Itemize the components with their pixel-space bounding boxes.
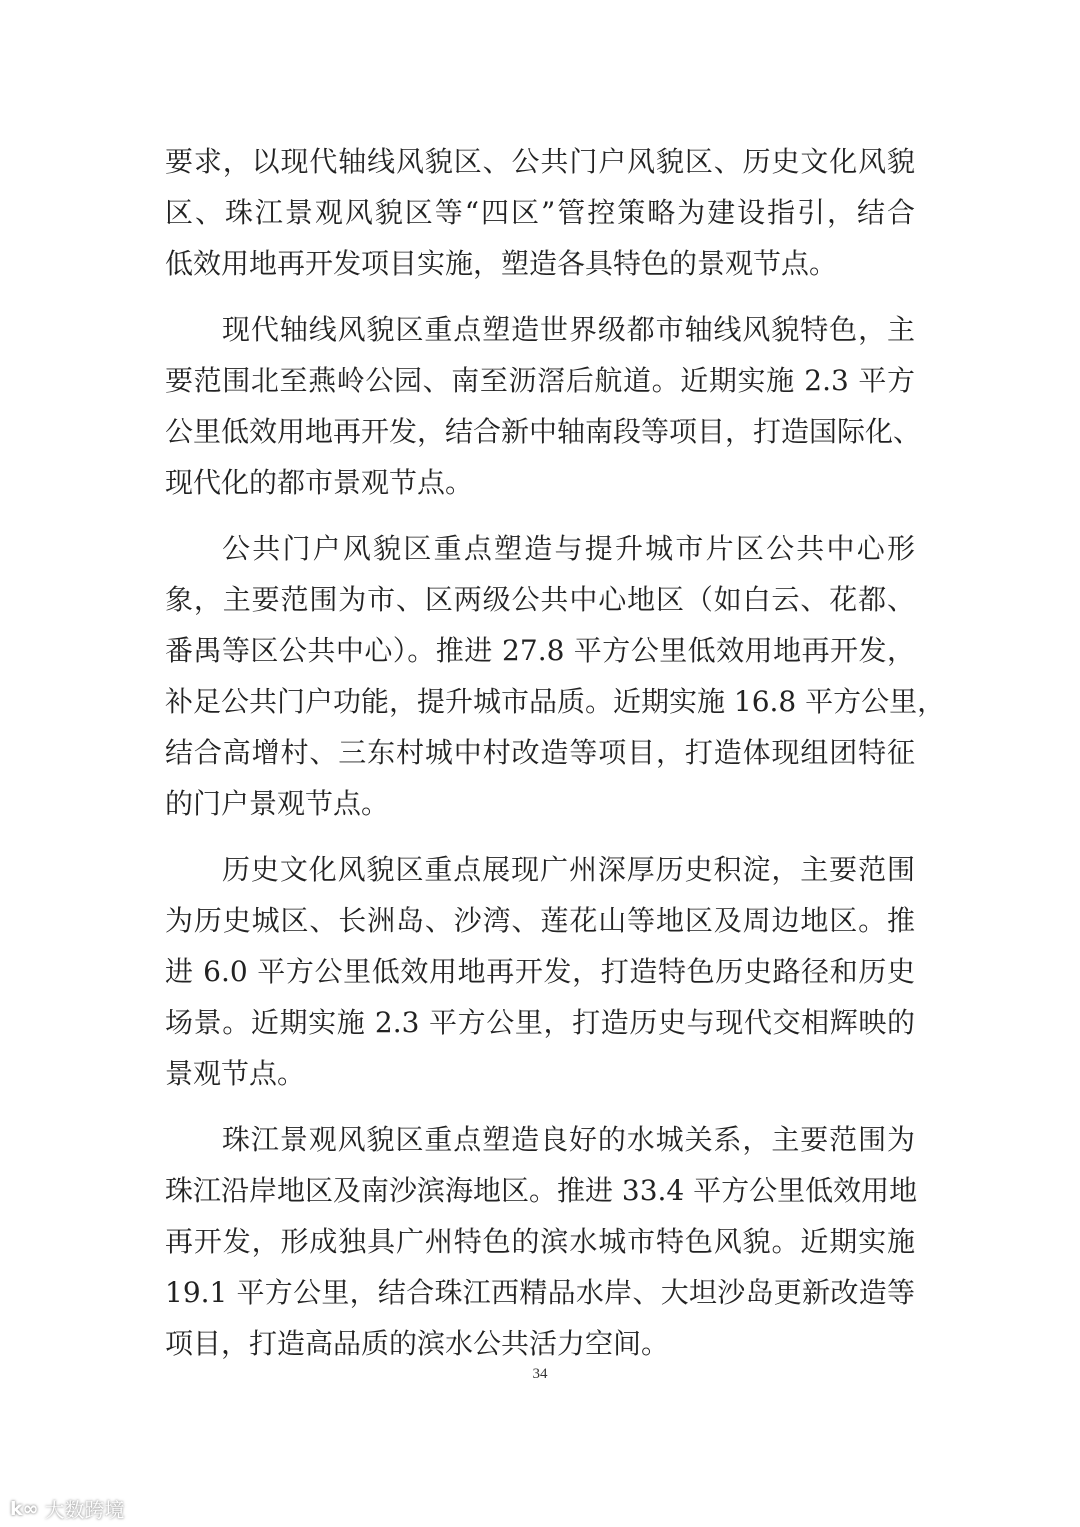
text-line: 象，主要范围为市、区两级公共中心地区（如白云、花都、 — [165, 583, 915, 616]
text-line: 结合高增村、三东村城中村改造等项目，打造体现组团特征 — [165, 736, 915, 769]
text-line: 为历史城区、长洲岛、沙湾、莲花山等地区及周边地区。推 — [165, 904, 915, 937]
watermark — [10, 1494, 124, 1523]
paragraph — [165, 304, 922, 508]
text-line: 公共门户风貌区重点塑造与提升城市片区公共中心形 — [222, 532, 915, 565]
text-line: 项目，打造高品质的滨水公共活力空间。 — [165, 1327, 670, 1360]
paragraph — [165, 136, 915, 289]
text-line: 的门户景观节点。 — [165, 787, 390, 820]
watermark-text: 大数跨境 — [44, 1498, 125, 1522]
text-line: 要求，以现代轴线风貌区、公共门户风貌区、历史文化风貌 — [165, 145, 915, 178]
text-line: 低效用地再开发项目实施，塑造各具特色的景观节点。 — [165, 247, 838, 280]
text-line: 区、珠江景观风貌区等“四区”管控策略为建设指引，结合 — [165, 196, 915, 229]
paragraph — [165, 523, 946, 829]
text-line: 珠江景观风貌区重点塑造良好的水城关系，主要范围为 — [222, 1123, 915, 1156]
text-line: 公里低效用地再开发，结合新中轴南段等项目，打造国际化、 — [165, 415, 922, 448]
text-line: 19.1 平方公里，结合珠江西精品水岸、大坦沙岛更新改造等 — [165, 1276, 915, 1309]
text-line: 补足公共门户功能，提升城市品质。近期实施 16.8 平方公里， — [165, 685, 946, 718]
paragraph — [165, 844, 915, 1099]
text-line: 番禺等区公共中心）。推进 27.8 平方公里低效用地再开发， — [165, 634, 915, 667]
text-line: 历史文化风貌区重点展现广州深厚历史积淀，主要范围 — [222, 853, 915, 886]
text-line: 现代轴线风貌区重点塑造世界级都市轴线风貌特色，主 — [222, 313, 915, 346]
page-number: 34 — [532, 1366, 548, 1382]
text-line: 现代化的都市景观节点。 — [165, 466, 474, 499]
paragraph — [165, 1114, 918, 1369]
text-line: 景观节点。 — [165, 1057, 306, 1090]
watermark-logo-icon: k∞ — [10, 1497, 39, 1520]
text-line: 进 6.0 平方公里低效用地再开发，打造特色历史路径和历史 — [165, 955, 915, 988]
text-line: 再开发，形成独具广州特色的滨水城市特色风貌。近期实施 — [165, 1225, 915, 1258]
text-line: 要范围北至燕岭公园、南至沥滘后航道。近期实施 2.3 平方 — [165, 364, 915, 397]
document-body — [165, 136, 946, 1384]
text-line: 场景。近期实施 2.3 平方公里，打造历史与现代交相辉映的 — [165, 1006, 915, 1039]
text-line: 珠江沿岸地区及南沙滨海地区。推进 33.4 平方公里低效用地 — [165, 1174, 918, 1207]
